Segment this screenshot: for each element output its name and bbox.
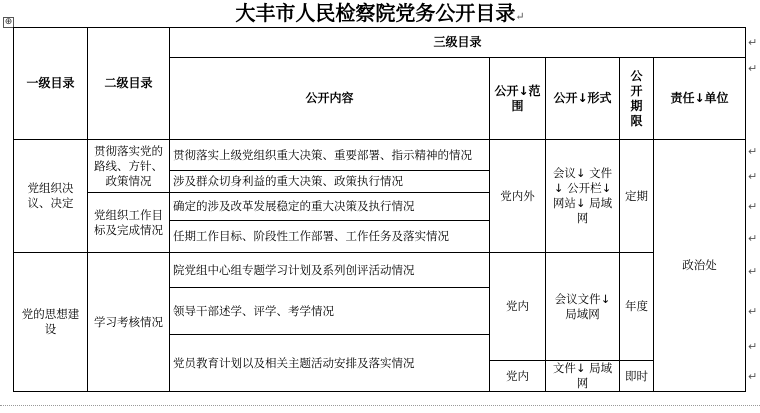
page-title: 大丰市人民检察院党务公开目录↵ <box>235 1 525 25</box>
unit-cell: 政治处 <box>654 140 746 392</box>
form-cell: 会议↓ 文件↓ 公开栏↓ 网站↓ 局域网 <box>546 140 620 253</box>
content-cell: 院党组中心组专题学习计划及系列创评活动情况 <box>170 253 490 288</box>
header-level3: 三级目录 <box>170 28 746 58</box>
table-move-handle-icon[interactable]: ⊕ <box>4 17 13 27</box>
form-cell: 会议文件↓ 局域网 <box>546 253 620 361</box>
row-end-mark: ↵ <box>748 200 758 213</box>
period-cell: 定期 <box>620 140 654 253</box>
level2-cell: 学习考核情况 <box>88 253 170 392</box>
level1-cell: 党组织决议、决定 <box>14 140 88 253</box>
content-cell: 党员教育计划以及相关主题活动安排及落实情况 <box>170 335 490 392</box>
row-end-mark: ↵ <box>748 170 758 183</box>
period-cell: 年度 <box>620 253 654 361</box>
scope-cell: 党内外 <box>490 140 546 253</box>
level1-cell: 党的思想建设 <box>14 253 88 392</box>
row-end-mark: ↵ <box>748 370 758 383</box>
row-end-mark: ↵ <box>748 340 758 353</box>
header-level2: 二级目录 <box>88 28 170 140</box>
header-scope: 公开↓范围 <box>490 58 546 140</box>
row-end-mark: ↵ <box>748 265 758 278</box>
content-cell: 确定的涉及改革发展稳定的重大决策及执行情况 <box>170 193 490 221</box>
content-cell: 涉及群众切身利益的重大决策、政策执行情况 <box>170 171 490 193</box>
header-form: 公开↓形式 <box>546 58 620 140</box>
header-period: 公开期限 <box>620 58 654 140</box>
scope-cell: 党内 <box>490 253 546 361</box>
period-cell: 即时 <box>620 361 654 392</box>
row-end-mark: ↵ <box>748 305 758 318</box>
row-end-mark: ↵ <box>748 36 758 49</box>
row-end-mark: ↵ <box>748 145 758 158</box>
content-cell: 领导干部述学、评学、考学情况 <box>170 288 490 335</box>
header-unit: 责任↓单位 <box>654 58 746 140</box>
content-cell: 贯彻落实上级党组织重大决策、重要部署、指示精神的情况 <box>170 140 490 171</box>
form-cell: 文件↓ 局域网 <box>546 361 620 392</box>
level2-cell: 党组织工作目标及完成情况 <box>88 193 170 253</box>
row-end-mark: ↵ <box>748 62 758 75</box>
level2-cell: 贯彻落实党的路线、方针、政策情况 <box>88 140 170 193</box>
row-end-mark: ↵ <box>748 232 758 245</box>
scope-cell: 党内 <box>490 361 546 392</box>
header-level1: 一级目录 <box>14 28 88 140</box>
disclosure-catalog-table <box>13 27 746 392</box>
header-content: 公开内容 <box>170 58 490 140</box>
content-cell: 任期工作目标、阶段性工作部署、工作任务及落实情况 <box>170 221 490 253</box>
